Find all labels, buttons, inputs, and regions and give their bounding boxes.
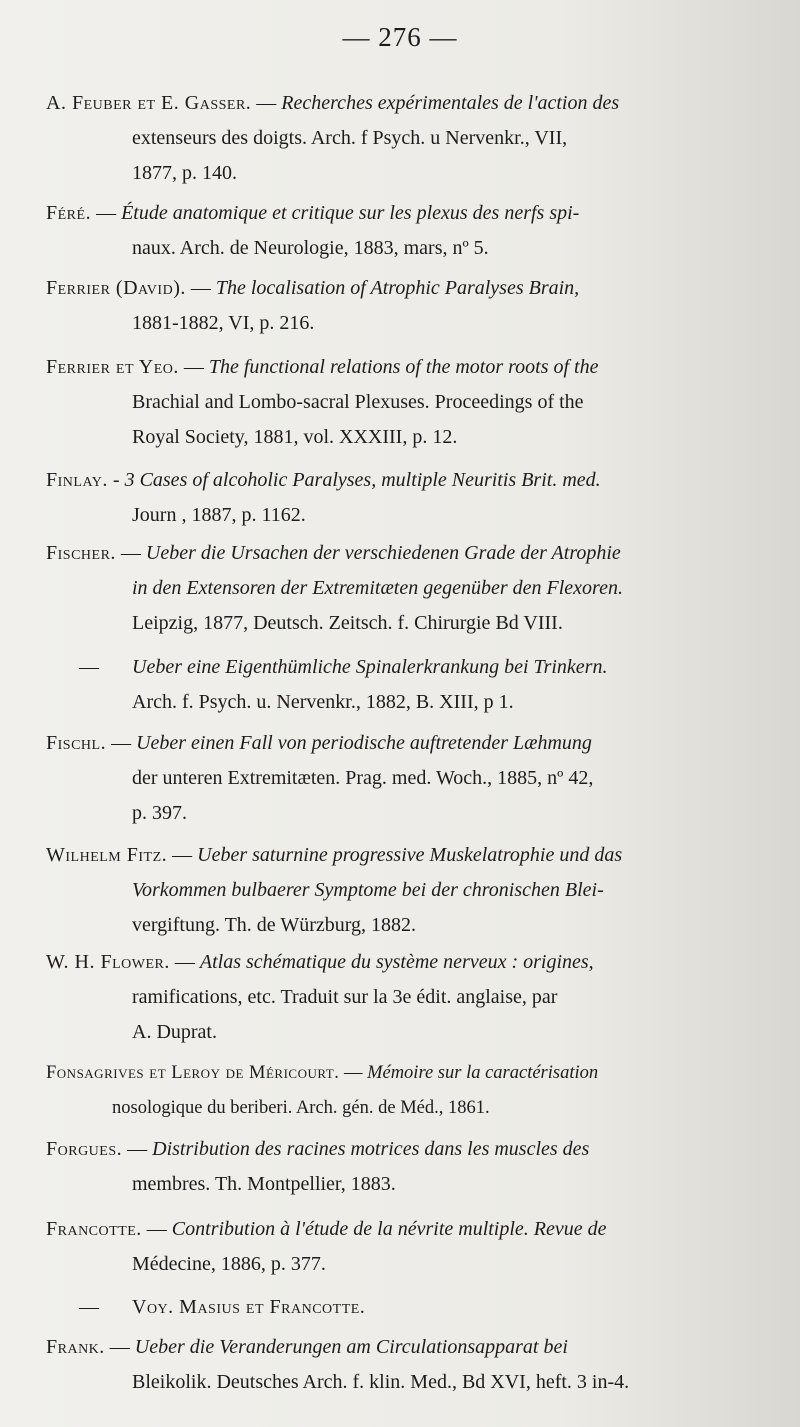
entry-text: A. Duprat.	[132, 1021, 217, 1043]
entry-author: Francotte.	[46, 1218, 142, 1240]
bibliography-entry: Féré. — Étude anatomique et critique sur les plexus des nerfs spi- naux. Arch. de Neurologie, 1883, mars, nº 5.	[46, 196, 756, 266]
entry-text: membres. Th. Montpellier, 1883.	[132, 1173, 396, 1195]
bibliography-entry: Finlay. - 3 Cases of alcoholic Paralyses, multiple Neuritis Brit. med. Journ , 1887, p. 1162.	[46, 463, 756, 533]
entry-text: Étude anatomique et critique sur les plexus des nerfs spi-	[121, 202, 580, 224]
bibliography-entry: A. Feuber et E. Gasser. — Recherches expérimentales de l'action des extenseurs des doigts. Arch. f Psych. u Nervenkr., VII, 1877, p. 140.	[46, 86, 756, 191]
entry-author: Féré.	[46, 202, 92, 224]
entry-author: Wilhelm Fitz.	[46, 844, 168, 866]
entry-author: Ferrier et Yeo.	[46, 356, 179, 378]
bibliography-entry	[46, 650, 756, 720]
entry-text: Atlas schématique du système nerveux : origines,	[199, 951, 594, 973]
entry-text: naux. Arch. de Neurologie, 1883, mars, nº 5.	[132, 237, 489, 259]
entry-author: Fonsagrives et Leroy de Méricourt.	[46, 1063, 340, 1083]
entry-text: der unteren Extremitæten. Prag. med. Woch., 1885, nº 42,	[132, 767, 594, 789]
bibliography-entry: W. H. Flower. — Atlas schématique du système nerveux : origines, ramifications, etc. Traduit sur la 3e édit. anglaise, par A. Duprat.	[46, 945, 756, 1050]
entry-text: Ueber eine Eigenthümliche Spinalerkrankung bei Trinkern.	[132, 656, 608, 678]
entry-author: W. H. Flower.	[46, 951, 170, 973]
ditto-dash: —	[79, 1296, 99, 1318]
entry-text: Recherches expérimentales de l'action des	[281, 92, 620, 114]
entry-text: Médecine, 1886, p. 377.	[132, 1253, 326, 1275]
entry-text: The localisation of Atrophic Paralyses Brain,	[215, 277, 580, 299]
bibliography-entry: Wilhelm Fitz. — Ueber saturnine progressive Muskelatrophie und das Vorkommen bulbaerer Symptome bei der chronischen Blei- vergiftung. Th. de Würzburg, 1882.	[46, 838, 756, 943]
entry-text: in den Extensoren der Extremitæten gegenüber den Flexoren.	[132, 577, 623, 599]
entry-text: Distribution des racines motrices dans les muscles des	[152, 1138, 590, 1160]
entry-text: Ueber saturnine progressive Muskelatrophie und das	[197, 844, 623, 866]
bibliography-entry: Frank. — Ueber die Veranderungen am Circulationsapparat bei Bleikolik. Deutsches Arch. f. klin. Med., Bd XVI, heft. 3 in-4.	[46, 1330, 756, 1400]
entry-text: Journ , 1887, p. 1162.	[132, 504, 306, 526]
bibliography-entry: Fischer. — Ueber die Ursachen der verschiedenen Grade der Atrophie in den Extensoren der Extremitæten gegenüber den Flexoren. Leipzig, 1877, Deutsch. Zeitsch. f. Chirurgie Bd VIII.	[46, 536, 756, 641]
bibliography-entry: Ferrier (David). — The localisation of Atrophic Paralyses Brain, 1881-1882, VI, p. 216.	[46, 271, 756, 341]
entry-text: 1881-1882, VI, p. 216.	[132, 312, 315, 334]
bibliography-entry: Fischl. — Ueber einen Fall von periodische auftretender Læhmung der unteren Extremitæten. Prag. med. Woch., 1885, nº 42, p. 397.	[46, 726, 756, 831]
entry-author: Finlay.	[46, 469, 108, 491]
entry-text: Mémoire sur la caractérisation	[367, 1063, 599, 1083]
entry-author: Ferrier (David).	[46, 277, 186, 299]
bibliography-entry: Ferrier et Yeo. — The functional relations of the motor roots of the Brachial and Lombo-sacral Plexuses. Proceedings of the Royal Society, 1881, vol. XXXIII, p. 12.	[46, 350, 756, 455]
entry-text: Leipzig, 1877, Deutsch. Zeitsch. f. Chirurgie Bd VIII.	[132, 612, 563, 634]
entry-text: extenseurs des doigts. Arch. f Psych. u Nervenkr., VII,	[132, 127, 568, 149]
entry-author: Fischl.	[46, 732, 107, 754]
entry-author: Forgues.	[46, 1138, 123, 1160]
page-number: — 276 —	[342, 22, 458, 52]
entry-text: 3 Cases of alcoholic Paralyses, multiple Neuritis Brit. med.	[124, 469, 601, 491]
entry-text: ramifications, etc. Traduit sur la 3e édit. anglaise, par	[132, 986, 558, 1008]
entry-author: A. Feuber et E. Gasser.	[46, 92, 252, 114]
bibliography-entry: Francotte. — Contribution à l'étude de la névrite multiple. Revue de Médecine, 1886, p. 377.	[46, 1212, 756, 1282]
entry-text: Ueber einen Fall von periodische auftretender Læhmung	[136, 732, 592, 754]
entry-text: Ueber die Veranderungen am Circulationsapparat bei	[134, 1336, 568, 1358]
entry-text: The functional relations of the motor roots of the	[208, 356, 599, 378]
entry-text: Brachial and Lombo-sacral Plexuses. Proceedings of the	[132, 391, 584, 413]
bibliography-entry: Fonsagrives et Leroy de Méricourt. — Mémoire sur la caractérisation nosologique du beriberi. Arch. gén. de Méd., 1861.	[46, 1056, 756, 1126]
entry-text: Vorkommen bulbaerer Symptome bei der chronischen Blei-	[132, 879, 604, 901]
entry-text: p. 397.	[132, 802, 187, 824]
entry-text: Voy. Masius et Francotte.	[132, 1296, 366, 1318]
ditto-dash: —	[79, 656, 99, 678]
entry-text: Ueber die Ursachen der verschiedenen Grade der Atrophie	[145, 542, 621, 564]
entry-author: Fischer.	[46, 542, 116, 564]
bibliography-entry	[46, 1290, 756, 1325]
entry-text: nosologique du beriberi. Arch. gén. de Méd., 1861.	[112, 1098, 490, 1118]
entry-text: Contribution à l'étude de la névrite multiple. Revue de	[171, 1218, 607, 1240]
bibliography-entry: Forgues. — Distribution des racines motrices dans les muscles des membres. Th. Montpellier, 1883.	[46, 1132, 756, 1202]
entry-text: 1877, p. 140.	[132, 162, 237, 184]
entry-text: Bleikolik. Deutsches Arch. f. klin. Med., Bd XVI, heft. 3 in-4.	[132, 1371, 630, 1393]
entry-text: Arch. f. Psych. u. Nervenkr., 1882, B. XIII, p 1.	[132, 691, 514, 713]
entry-text: vergiftung. Th. de Würzburg, 1882.	[132, 914, 417, 936]
entry-text: Royal Society, 1881, vol. XXXIII, p. 12.	[132, 426, 458, 448]
entry-author: Frank.	[46, 1336, 105, 1358]
